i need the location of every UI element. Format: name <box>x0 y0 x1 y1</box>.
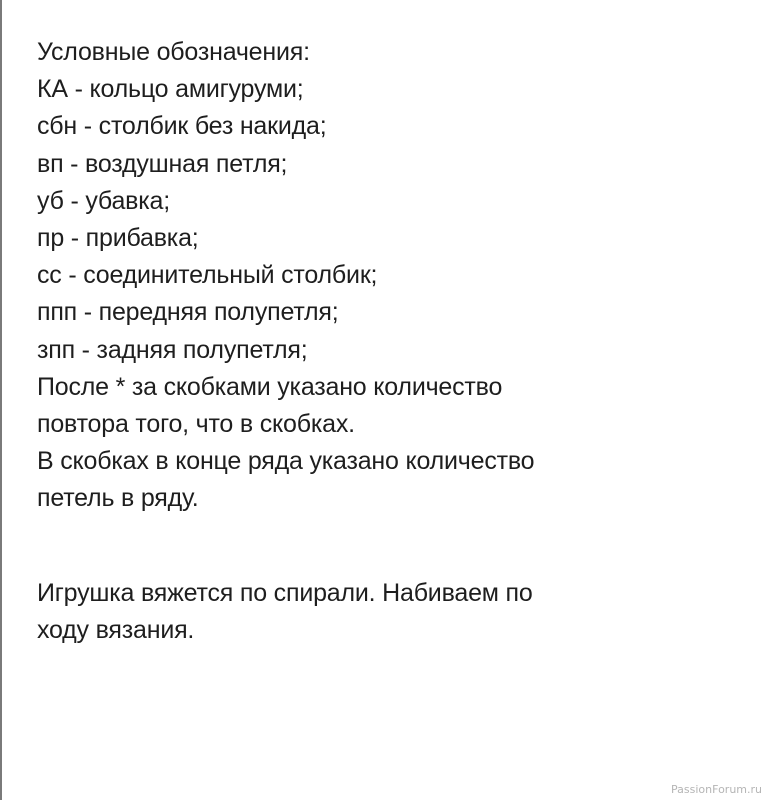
legend-item-sbn: сбн - столбик без накида; <box>37 112 327 141</box>
legend-item-ka: КА - кольцо амигуруми; <box>37 75 304 104</box>
document-text <box>37 34 757 649</box>
legend-note-line: повтора того, что в скобках. <box>37 410 355 439</box>
legend-item-ppp: ппп - передняя полупетля; <box>37 298 339 327</box>
legend-item-vp: вп - воздушная петля; <box>37 149 288 178</box>
instruction-line: Игрушка вяжется по спирали. Набиваем по <box>37 578 533 607</box>
legend-item-ub: уб - убавка; <box>37 186 170 215</box>
legend-item-ss: сс - соединительный столбик; <box>37 261 378 290</box>
left-border-line <box>0 0 2 800</box>
legend-note-line: В скобках в конце ряда указано количество <box>37 447 535 476</box>
legend-item-zpp: зпп - задняя полупетля; <box>37 335 308 364</box>
legend-note-line: петель в ряду. <box>37 484 199 513</box>
paragraph-gap <box>37 518 757 575</box>
instruction-line: ходу вязания. <box>37 615 195 644</box>
legend-note-line: После * за скобками указано количество <box>37 372 503 401</box>
legend-heading: Условные обозначения: <box>37 38 310 66</box>
watermark-text: PassionForum.ru <box>671 783 762 796</box>
legend-item-pr: пр - прибавка; <box>37 224 199 253</box>
